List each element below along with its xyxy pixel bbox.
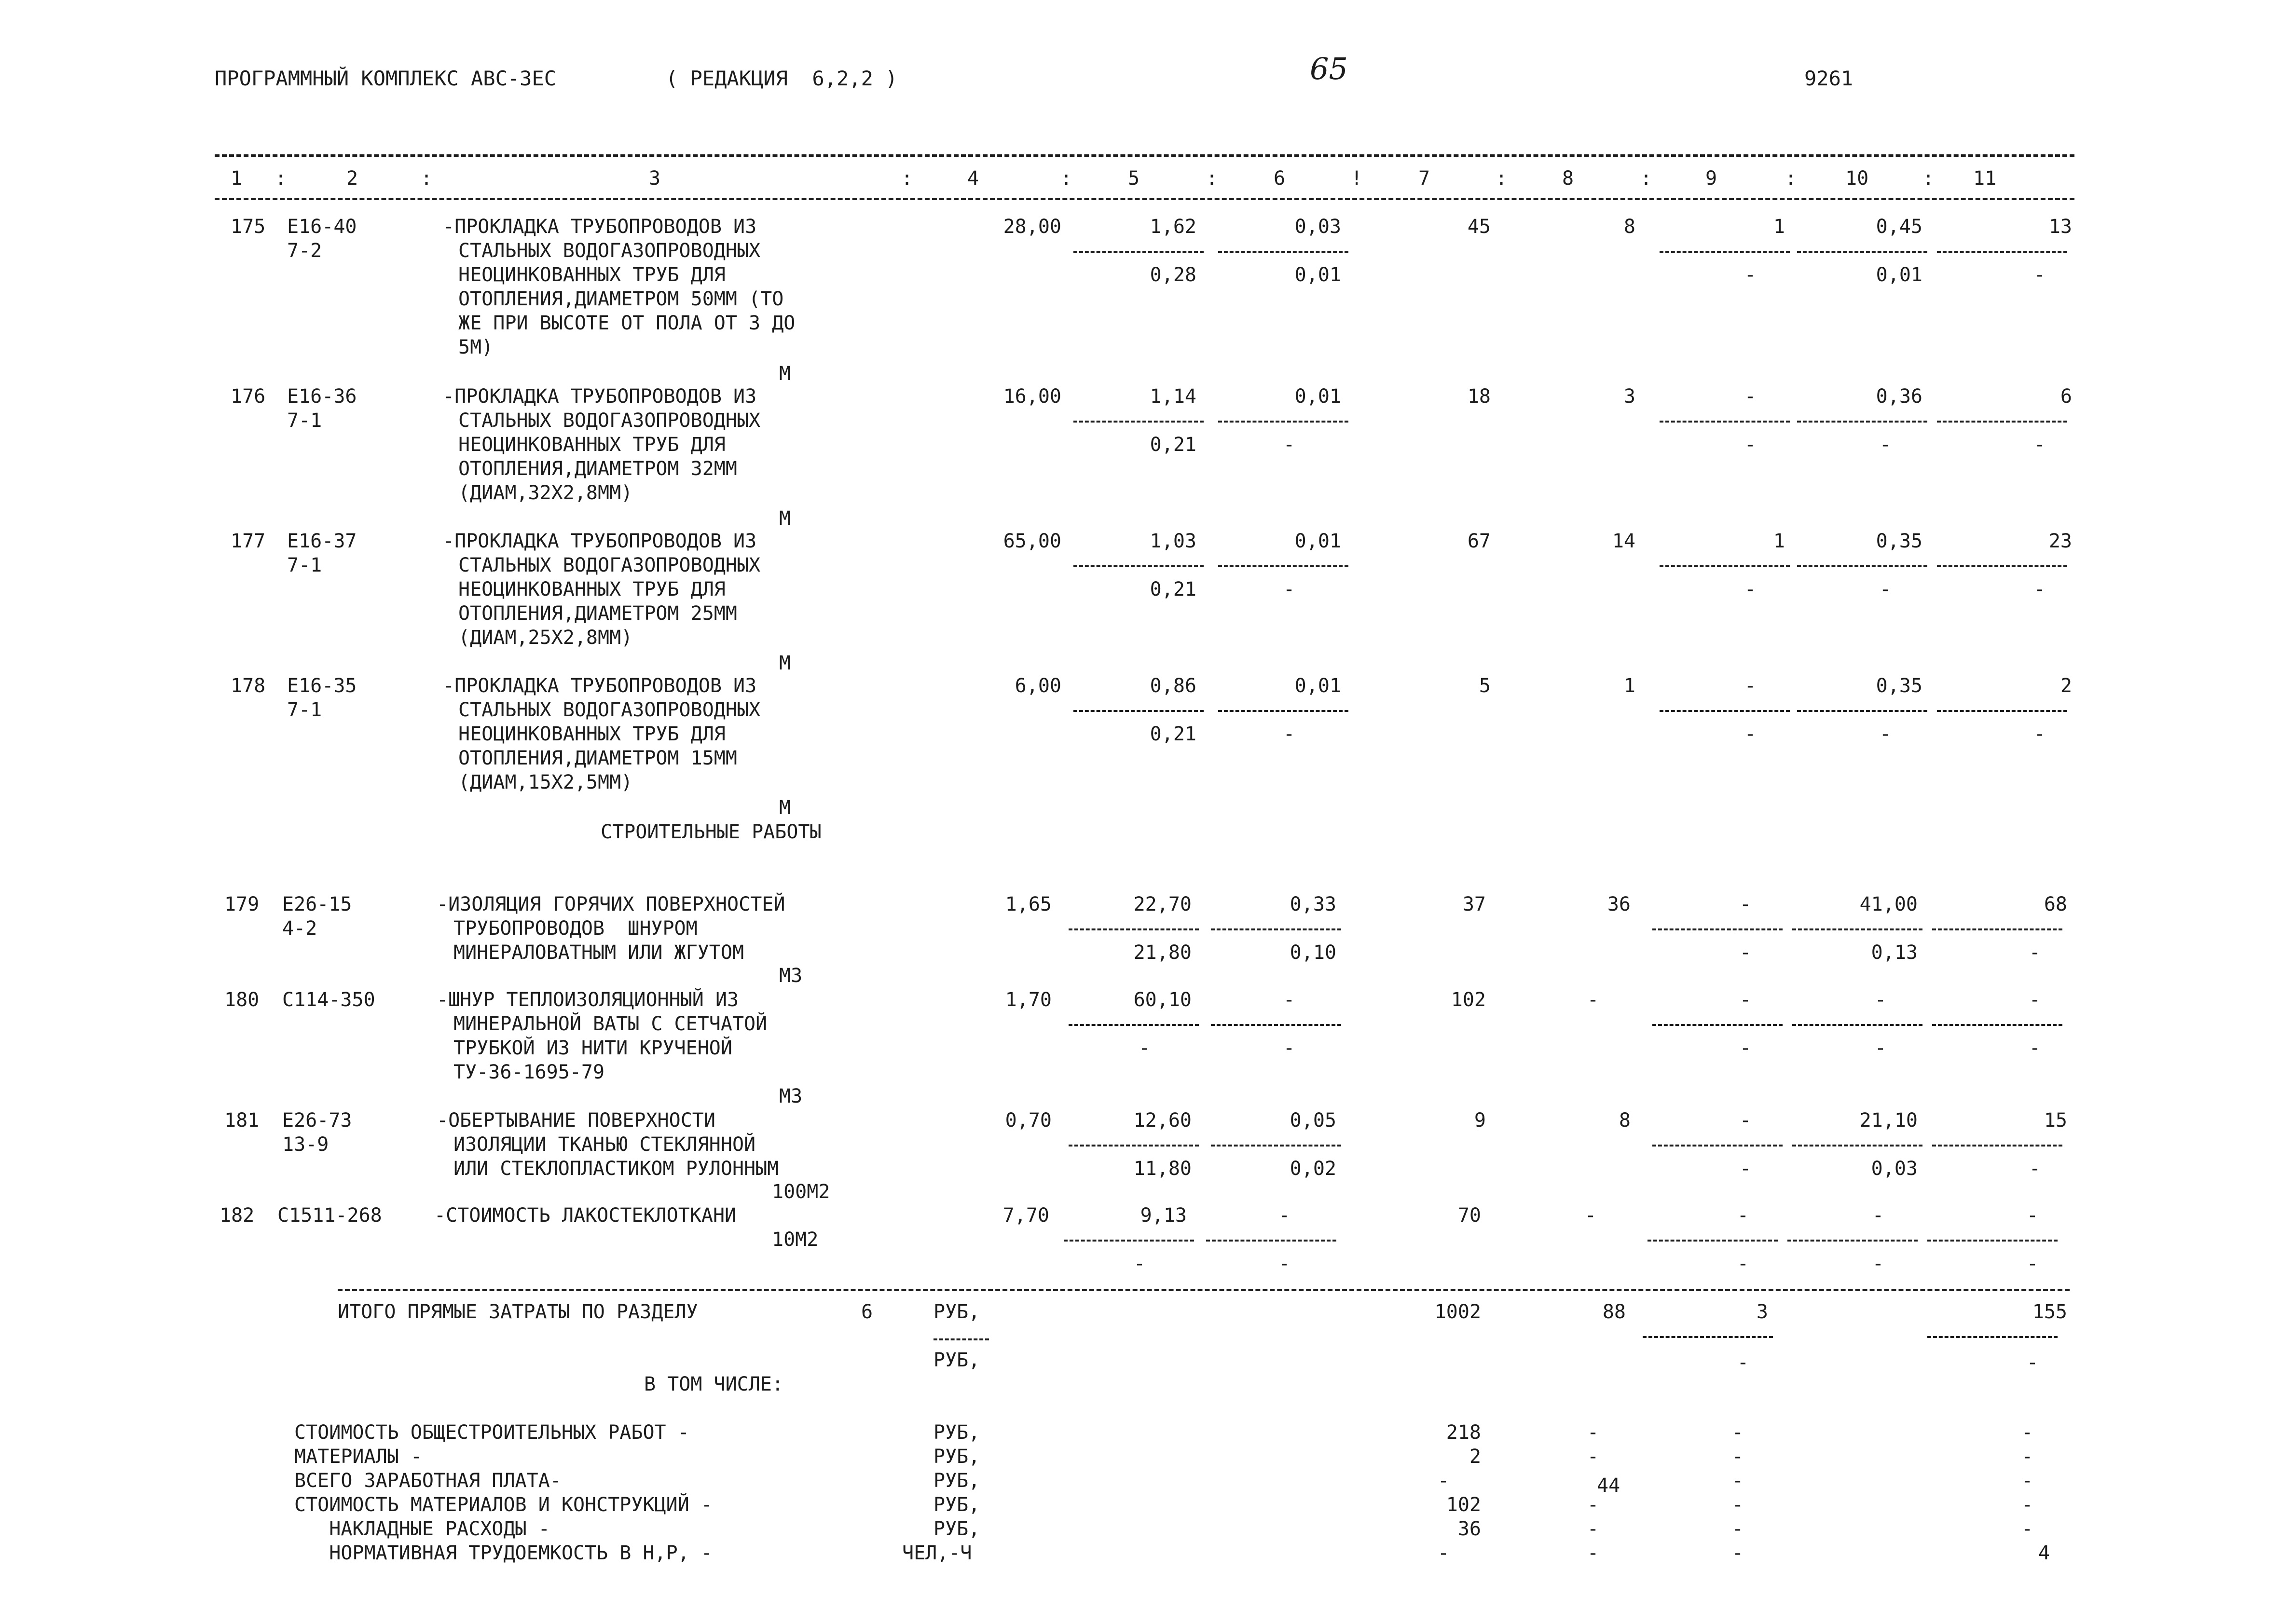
column-header: 11 xyxy=(1973,167,1997,190)
cell-col10: 0,35 xyxy=(1876,675,1922,697)
cell-divider xyxy=(1927,1336,2058,1338)
cell-divider xyxy=(1797,421,1927,423)
cell-col10: 41,00 xyxy=(1859,893,1918,915)
breakdown-col11: - xyxy=(2021,1518,2033,1540)
cell-col7: 18 xyxy=(1467,385,1491,408)
row-number: 182 xyxy=(220,1204,255,1227)
row-code-sub: 4-2 xyxy=(282,917,317,940)
cell-divider xyxy=(1937,565,2067,567)
breakdown-col9: - xyxy=(1732,1470,1744,1492)
column-separator: : xyxy=(1640,167,1652,190)
cell-col11-sub: - xyxy=(2026,1253,2038,1275)
cell-divider xyxy=(1064,1240,1194,1242)
breakdown-col11: - xyxy=(2021,1494,2033,1516)
cell-divider xyxy=(1218,710,1348,712)
cell-col9: - xyxy=(1739,1109,1751,1132)
row-code: С114-350 xyxy=(282,989,375,1011)
cell-col7: 37 xyxy=(1462,893,1486,915)
breakdown-label: СТОИМОСТЬ МАТЕРИАЛОВ И КОНСТРУКЦИЙ - xyxy=(294,1494,713,1516)
column-separator: : xyxy=(275,167,287,190)
cell-col5: 1,14 xyxy=(1150,385,1196,408)
column-separator: : xyxy=(1060,167,1072,190)
cell-col5: 9,13 xyxy=(1140,1204,1187,1227)
cell-col10: 21,10 xyxy=(1859,1109,1918,1132)
cell-divider xyxy=(1211,1024,1341,1026)
cell-col5-sub: - xyxy=(1134,1253,1146,1275)
breakdown-col8: - xyxy=(1587,1446,1599,1468)
cell-col6-sub: 0,10 xyxy=(1290,942,1336,964)
cell-col8: - xyxy=(1587,989,1599,1011)
cell-col5-sub: 11,80 xyxy=(1133,1158,1192,1180)
cell-divider xyxy=(1069,1145,1199,1146)
breakdown-col7: - xyxy=(1438,1470,1450,1492)
cell-col9: - xyxy=(1739,893,1751,915)
row-code: Е16-36 xyxy=(287,385,357,408)
cell-col6-sub: - xyxy=(1283,434,1295,456)
row-description-line: НЕОЦИНКОВАННЫХ ТРУБ ДЛЯ xyxy=(458,434,726,456)
cell-col6: - xyxy=(1283,989,1295,1011)
cell-col4: 16,00 xyxy=(1003,385,1061,408)
cell-divider xyxy=(1218,251,1348,253)
breakdown-col11: - xyxy=(2021,1446,2033,1468)
cell-col5-sub: 0,28 xyxy=(1150,264,1196,286)
column-header: 6 xyxy=(1274,167,1286,190)
breakdown-col11: - xyxy=(2021,1421,2033,1444)
totals-section: 6 xyxy=(861,1301,873,1323)
cell-col7: 5 xyxy=(1479,675,1491,697)
breakdown-col7: - xyxy=(1438,1542,1450,1564)
cell-divider xyxy=(1647,1240,1778,1242)
cell-col6-sub: - xyxy=(1283,1037,1295,1059)
row-description-line: НЕОЦИНКОВАННЫХ ТРУБ ДЛЯ xyxy=(458,578,726,600)
column-header: 3 xyxy=(649,167,661,190)
row-description-line: ЖЕ ПРИ ВЫСОТЕ ОТ ПОЛА ОТ 3 ДО xyxy=(458,312,796,334)
cell-col10-sub: - xyxy=(1879,723,1891,745)
cell-col9-sub: - xyxy=(1739,942,1751,964)
cell-col7: 45 xyxy=(1467,216,1491,238)
breakdown-col9: - xyxy=(1732,1421,1744,1444)
row-description-line: СТАЛЬНЫХ ВОДОГАЗОПРОВОДНЫХ xyxy=(458,409,761,432)
cell-divider xyxy=(1937,251,2067,253)
cell-divider xyxy=(1206,1240,1336,1242)
breakdown-unit: РУБ, xyxy=(934,1446,980,1468)
table-header-rule xyxy=(215,198,2074,200)
cell-divider xyxy=(1660,565,1790,567)
cell-divider xyxy=(1797,710,1927,712)
column-header: 4 xyxy=(967,167,979,190)
row-number: 177 xyxy=(231,530,266,552)
column-separator: ! xyxy=(1351,167,1363,190)
breakdown-col8: - xyxy=(1587,1494,1599,1516)
column-separator: : xyxy=(1206,167,1218,190)
cell-col9-sub: - xyxy=(1737,1253,1749,1275)
cell-col8: 8 xyxy=(1619,1109,1631,1132)
breakdown-col9: - xyxy=(1732,1518,1744,1540)
row-description-line: МИНЕРАЛОВАТНЫМ ИЛИ ЖГУТОМ xyxy=(453,942,744,964)
cell-col6: - xyxy=(1278,1204,1291,1227)
column-header: 2 xyxy=(346,167,358,190)
breakdown-col7: 218 xyxy=(1446,1421,1481,1444)
cell-col4: 7,70 xyxy=(1002,1204,1049,1227)
cell-col7: 102 xyxy=(1451,989,1486,1011)
column-separator: : xyxy=(1785,167,1797,190)
cell-col5-sub: 0,21 xyxy=(1150,723,1196,745)
row-description-line: (ДИАМ,25Х2,8ММ) xyxy=(458,627,633,649)
including-label: В ТОМ ЧИСЛЕ: xyxy=(644,1373,783,1395)
cell-col10: 0,45 xyxy=(1876,216,1922,238)
row-description-line: (ДИАМ,15Х2,5ММ) xyxy=(458,771,633,793)
row-number: 175 xyxy=(231,216,266,238)
breakdown-label: МАТЕРИАЛЫ - xyxy=(294,1446,422,1468)
cell-divider xyxy=(1660,251,1790,253)
row-description-line: -ИЗОЛЯЦИЯ ГОРЯЧИХ ПОВЕРХНОСТЕЙ xyxy=(437,893,785,915)
document-number: 9261 xyxy=(1804,67,1853,90)
breakdown-label: ВСЕГО ЗАРАБОТНАЯ ПЛАТА- xyxy=(294,1470,562,1492)
cell-col5: 0,86 xyxy=(1150,675,1196,697)
cell-col7: 70 xyxy=(1457,1204,1481,1227)
breakdown-label: СТОИМОСТЬ ОБЩЕСТРОИТЕЛЬНЫХ РАБОТ - xyxy=(294,1421,689,1444)
cell-col9-sub: - xyxy=(1744,434,1756,456)
row-description-line: -ПРОКЛАДКА ТРУБОПРОВОДОВ ИЗ xyxy=(443,675,757,697)
totals-currency-sub: РУБ, xyxy=(934,1349,980,1371)
cell-col10: - xyxy=(1872,1204,1884,1227)
cell-divider xyxy=(1932,928,2062,930)
cell-col11-sub: - xyxy=(2033,264,2046,286)
cell-col6-sub: 0,02 xyxy=(1290,1158,1336,1180)
cell-col5: 22,70 xyxy=(1133,893,1192,915)
cell-divider xyxy=(1652,1024,1783,1026)
cell-col11: 15 xyxy=(2044,1109,2067,1132)
column-separator: : xyxy=(1922,167,1935,190)
cell-col11-sub: - xyxy=(2033,723,2046,745)
column-header: 7 xyxy=(1418,167,1430,190)
cell-col6-sub: - xyxy=(1283,723,1295,745)
row-description-line: 5М) xyxy=(458,336,494,358)
row-description-line: ИЛИ СТЕКЛОПЛАСТИКОМ РУЛОННЫМ xyxy=(453,1158,779,1180)
row-code-sub: 7-1 xyxy=(287,554,322,576)
totals-col11: 155 xyxy=(2032,1301,2067,1323)
cell-col9-sub: - xyxy=(1739,1158,1751,1180)
breakdown-col7: 102 xyxy=(1446,1494,1481,1516)
row-number: 180 xyxy=(224,989,260,1011)
row-code-sub: 7-1 xyxy=(287,409,322,432)
cell-col10-sub: 0,01 xyxy=(1876,264,1922,286)
cell-col10-sub: - xyxy=(1879,434,1891,456)
cell-col11: 6 xyxy=(2060,385,2072,408)
cell-col11-sub: - xyxy=(2029,1037,2041,1059)
cell-divider xyxy=(1792,1024,1922,1026)
row-description-line: СТАЛЬНЫХ ВОДОГАЗОПРОВОДНЫХ xyxy=(458,554,761,576)
cell-divider xyxy=(1643,1336,1773,1338)
cell-col5: 60,10 xyxy=(1133,989,1192,1011)
cell-col8: 14 xyxy=(1612,530,1635,552)
cell-col9: - xyxy=(1744,385,1756,408)
cell-divider xyxy=(1792,928,1922,930)
cell-col10-sub: - xyxy=(1874,1037,1886,1059)
breakdown-unit: РУБ, xyxy=(934,1421,980,1444)
breakdown-col7: 2 xyxy=(1469,1446,1481,1468)
row-description-line: НЕОЦИНКОВАННЫХ ТРУБ ДЛЯ xyxy=(458,723,726,745)
cell-col11: - xyxy=(2026,1204,2038,1227)
row-code: Е16-35 xyxy=(287,675,357,697)
row-unit: М3 xyxy=(779,1085,803,1107)
program-title: ПРОГРАММНЫЙ КОМПЛЕКС АВС-3ЕС xyxy=(215,67,557,90)
cell-col7: 67 xyxy=(1467,530,1491,552)
cell-col8: 36 xyxy=(1607,893,1631,915)
row-description-line: (ДИАМ,32Х2,8ММ) xyxy=(458,482,633,504)
row-description-line: -ШНУР ТЕПЛОИЗОЛЯЦИОННЫЙ ИЗ xyxy=(437,989,739,1011)
totals-col9-sub: - xyxy=(1737,1351,1749,1374)
breakdown-unit: РУБ, xyxy=(934,1494,980,1516)
column-separator: : xyxy=(901,167,913,190)
cell-divider xyxy=(1937,710,2067,712)
cell-col11: 2 xyxy=(2060,675,2072,697)
cell-col6: 0,03 xyxy=(1294,216,1341,238)
breakdown-col11: 4 xyxy=(2038,1542,2050,1564)
cell-divider xyxy=(1218,421,1348,423)
cell-divider xyxy=(1069,928,1199,930)
cell-divider xyxy=(1932,1024,2062,1026)
cell-col10-sub: 0,13 xyxy=(1871,942,1918,964)
row-description-line: ОТОПЛЕНИЯ,ДИАМЕТРОМ 50ММ (ТО xyxy=(458,288,784,310)
cell-col11-sub: - xyxy=(2029,942,2041,964)
cell-col11-sub: - xyxy=(2029,1158,2041,1180)
totals-col11-sub: - xyxy=(2026,1351,2038,1374)
cell-col9: 1 xyxy=(1773,216,1785,238)
cell-divider xyxy=(1792,1145,1922,1146)
row-description-line: ТРУБКОЙ ИЗ НИТИ КРУЧЕНОЙ xyxy=(453,1037,732,1059)
row-number: 176 xyxy=(231,385,266,408)
totals-col9: 3 xyxy=(1756,1301,1768,1323)
column-separator: : xyxy=(421,167,433,190)
totals-rule xyxy=(338,1289,2070,1291)
cell-divider xyxy=(1937,421,2067,423)
row-description-line: -ОБЕРТЫВАНИЕ ПОВЕРХНОСТИ xyxy=(437,1109,715,1132)
row-description-line: ТРУБОПРОВОДОВ ШНУРОМ xyxy=(453,917,698,940)
breakdown-col9: - xyxy=(1732,1494,1744,1516)
cell-divider xyxy=(1787,1240,1918,1242)
cell-col6-sub: 0,01 xyxy=(1294,264,1341,286)
cell-col5-sub: - xyxy=(1139,1037,1151,1059)
column-header: 5 xyxy=(1128,167,1140,190)
totals-col7: 1002 xyxy=(1434,1301,1481,1323)
cell-divider xyxy=(1069,1024,1199,1026)
row-number: 181 xyxy=(224,1109,260,1132)
cell-divider xyxy=(1797,251,1927,253)
row-code-sub: 7-2 xyxy=(287,240,322,262)
cell-col10: 0,35 xyxy=(1876,530,1922,552)
row-code: С1511-268 xyxy=(277,1204,382,1227)
breakdown-col8: - xyxy=(1587,1542,1599,1564)
cell-divider xyxy=(1660,710,1790,712)
cell-col5: 12,60 xyxy=(1133,1109,1192,1132)
cell-divider xyxy=(1073,251,1204,253)
totals-currency: РУБ, xyxy=(934,1301,980,1323)
cell-col9: - xyxy=(1739,989,1751,1011)
row-description-line: ТУ-36-1695-79 xyxy=(453,1061,605,1083)
cell-col6-sub: - xyxy=(1283,578,1295,600)
cell-col11: - xyxy=(2029,989,2041,1011)
row-description-line: -ПРОКЛАДКА ТРУБОПРОВОДОВ ИЗ xyxy=(443,385,757,408)
cell-col9-sub: - xyxy=(1739,1037,1751,1059)
row-description-line: -СТОИМОСТЬ ЛАКОСТЕКЛОТКАНИ xyxy=(434,1204,737,1227)
cell-col5-sub: 0,21 xyxy=(1150,434,1196,456)
row-unit: 100М2 xyxy=(772,1181,830,1203)
cell-col4: 28,00 xyxy=(1003,216,1061,238)
breakdown-col11: - xyxy=(2021,1470,2033,1492)
cell-col6-sub: - xyxy=(1278,1253,1291,1275)
row-unit: М xyxy=(779,652,791,674)
cell-divider xyxy=(1218,565,1348,567)
cell-col10-sub: 0,03 xyxy=(1871,1158,1918,1180)
cell-divider xyxy=(934,1338,989,1340)
row-unit: М xyxy=(779,797,791,819)
cell-divider xyxy=(1652,928,1783,930)
row-code-sub: 7-1 xyxy=(287,699,322,721)
breakdown-label: НАКЛАДНЫЕ РАСХОДЫ - xyxy=(294,1518,550,1540)
cell-col10: - xyxy=(1874,989,1886,1011)
cell-col8: 1 xyxy=(1623,675,1635,697)
cell-col6: 0,01 xyxy=(1294,675,1341,697)
cell-col11: 68 xyxy=(2044,893,2067,915)
column-header: 8 xyxy=(1562,167,1574,190)
row-description-line: СТАЛЬНЫХ ВОДОГАЗОПРОВОДНЫХ xyxy=(458,240,761,262)
cell-col5-sub: 0,21 xyxy=(1150,578,1196,600)
cell-col11: 23 xyxy=(2048,530,2072,552)
breakdown-unit: РУБ, xyxy=(934,1518,980,1540)
handwritten-page-number: 65 xyxy=(1310,51,1348,86)
row-description-line: ОТОПЛЕНИЯ,ДИАМЕТРОМ 25ММ xyxy=(458,602,737,625)
cell-col5: 1,62 xyxy=(1150,216,1196,238)
breakdown-col9: - xyxy=(1732,1446,1744,1468)
cell-col9-sub: - xyxy=(1744,264,1756,286)
cell-divider xyxy=(1660,421,1790,423)
cell-col9-sub: - xyxy=(1744,578,1756,600)
row-description-line: МИНЕРАЛЬНОЙ ВАТЫ С СЕТЧАТОЙ xyxy=(453,1013,768,1035)
row-description-line: -ПРОКЛАДКА ТРУБОПРОВОДОВ ИЗ xyxy=(443,216,757,238)
cell-col9-sub: - xyxy=(1744,723,1756,745)
row-description-line: СТАЛЬНЫХ ВОДОГАЗОПРОВОДНЫХ xyxy=(458,699,761,721)
breakdown-col8: - xyxy=(1587,1421,1599,1444)
row-unit: М xyxy=(779,507,791,530)
cell-divider xyxy=(1797,565,1927,567)
cell-col9: 1 xyxy=(1773,530,1785,552)
section-title: СТРОИТЕЛЬНЫЕ РАБОТЫ xyxy=(601,821,822,843)
cell-col9: - xyxy=(1744,675,1756,697)
row-unit: М3 xyxy=(779,965,803,987)
row-description-line: -ПРОКЛАДКА ТРУБОПРОВОДОВ ИЗ xyxy=(443,530,757,552)
breakdown-col9: - xyxy=(1732,1542,1744,1564)
cell-col4: 1,65 xyxy=(1005,893,1052,915)
row-code-sub: 13-9 xyxy=(282,1133,329,1156)
edition-label: ( РЕДАКЦИЯ 6,2,2 ) xyxy=(666,67,898,90)
cell-col8: 3 xyxy=(1623,385,1635,408)
cell-divider xyxy=(1211,1145,1341,1146)
cell-col7: 9 xyxy=(1474,1109,1486,1132)
row-description-line: ОТОПЛЕНИЯ,ДИАМЕТРОМ 32ММ xyxy=(458,458,737,480)
cell-divider xyxy=(1652,1145,1783,1146)
cell-col10-sub: - xyxy=(1879,578,1891,600)
breakdown-unit: РУБ, xyxy=(934,1470,980,1492)
column-header: 9 xyxy=(1705,167,1717,190)
cell-col5-sub: 21,80 xyxy=(1133,942,1192,964)
row-code: Е16-37 xyxy=(287,530,357,552)
cell-divider xyxy=(1211,928,1341,930)
cell-col6: 0,33 xyxy=(1290,893,1336,915)
cell-col11: 13 xyxy=(2048,216,2072,238)
table-top-rule xyxy=(215,154,2074,157)
row-description-line: НЕОЦИНКОВАННЫХ ТРУБ ДЛЯ xyxy=(458,264,726,286)
breakdown-unit: ЧЕЛ,-Ч xyxy=(902,1542,972,1564)
cell-divider xyxy=(1932,1145,2062,1146)
cell-col4: 0,70 xyxy=(1005,1109,1052,1132)
breakdown-label: НОРМАТИВНАЯ ТРУДОЕМКОСТЬ В Н,Р, - xyxy=(294,1542,713,1564)
column-header: 10 xyxy=(1845,167,1869,190)
breakdown-col8: - xyxy=(1587,1518,1599,1540)
row-unit: 10М2 xyxy=(772,1228,819,1251)
cell-col11-sub: - xyxy=(2033,434,2046,456)
cell-col10-sub: - xyxy=(1872,1253,1884,1275)
cell-col6: 0,05 xyxy=(1290,1109,1336,1132)
cell-col8: 8 xyxy=(1623,216,1635,238)
cell-col11-sub: - xyxy=(2033,578,2046,600)
cell-col6: 0,01 xyxy=(1294,530,1341,552)
cell-col5: 1,03 xyxy=(1150,530,1196,552)
cell-col4: 1,70 xyxy=(1005,989,1052,1011)
cell-divider xyxy=(1073,421,1204,423)
cell-col4: 6,00 xyxy=(1015,675,1061,697)
totals-col8: 88 xyxy=(1602,1301,1626,1323)
row-code: Е16-40 xyxy=(287,216,357,238)
row-number: 178 xyxy=(231,675,266,697)
cell-divider xyxy=(1927,1240,2058,1242)
row-number: 179 xyxy=(224,893,260,915)
row-unit: М xyxy=(779,363,791,385)
row-code: Е26-15 xyxy=(282,893,352,915)
cell-divider xyxy=(1073,710,1204,712)
cell-col8: - xyxy=(1585,1204,1597,1227)
breakdown-col8: 44 xyxy=(1597,1474,1620,1497)
column-separator: : xyxy=(1496,167,1508,190)
row-description-line: ОТОПЛЕНИЯ,ДИАМЕТРОМ 15ММ xyxy=(458,747,737,769)
column-header: 1 xyxy=(231,167,243,190)
row-code: Е26-73 xyxy=(282,1109,352,1132)
row-description-line: ИЗОЛЯЦИИ ТКАНЬЮ СТЕКЛЯННОЙ xyxy=(453,1133,756,1156)
breakdown-col7: 36 xyxy=(1457,1518,1481,1540)
cell-col10: 0,36 xyxy=(1876,385,1922,408)
cell-col6: 0,01 xyxy=(1294,385,1341,408)
cell-col9: - xyxy=(1737,1204,1749,1227)
totals-label: ИТОГО ПРЯМЫЕ ЗАТРАТЫ ПО РАЗДЕЛУ xyxy=(338,1301,698,1323)
cell-col4: 65,00 xyxy=(1003,530,1061,552)
cell-divider xyxy=(1073,565,1204,567)
